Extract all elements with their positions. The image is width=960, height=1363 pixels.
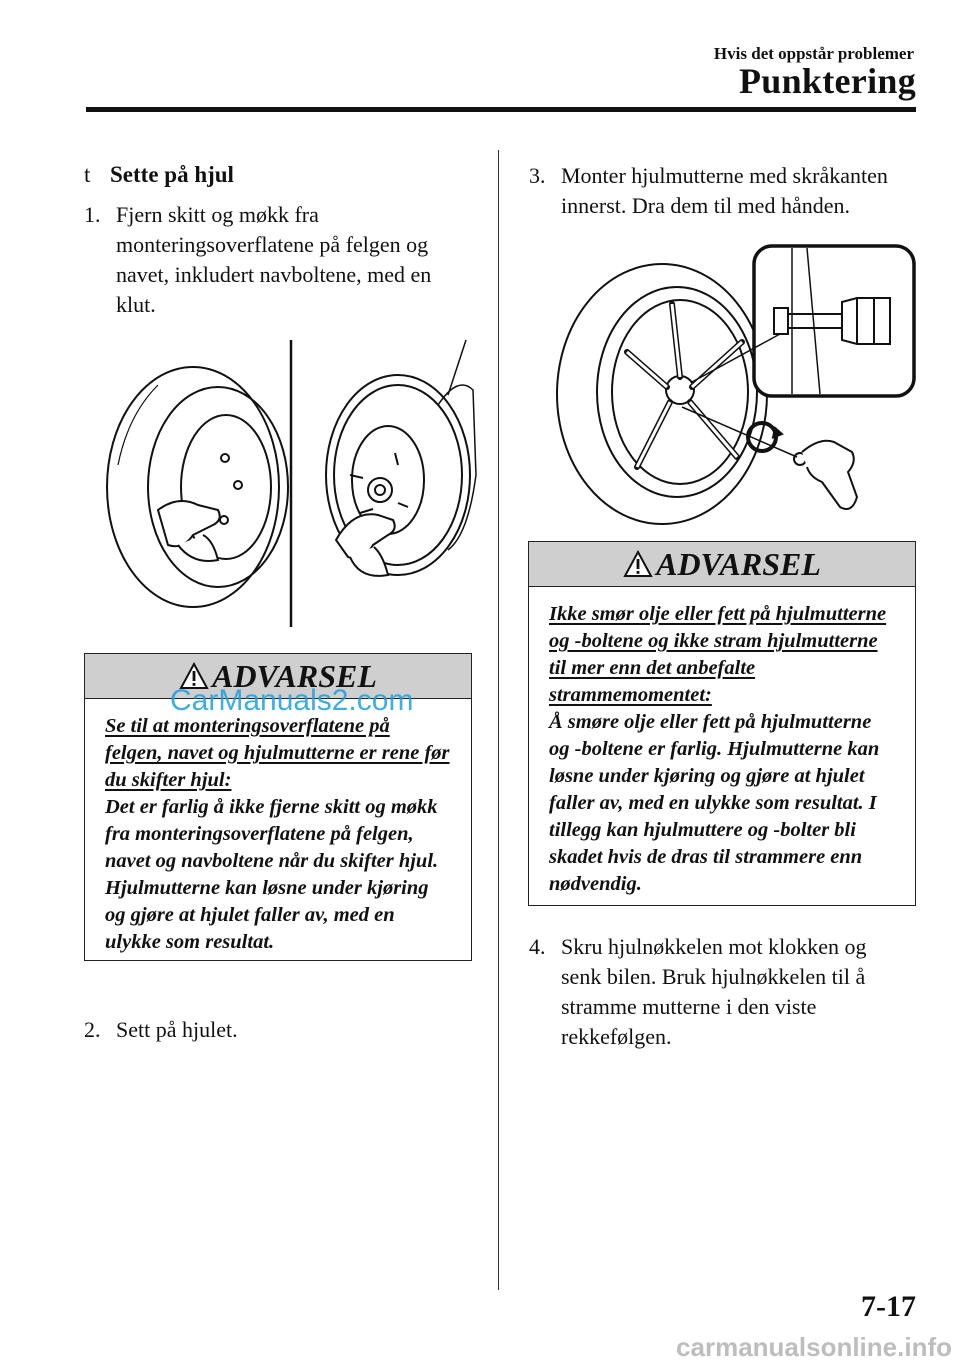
warning-title: ADVARSEL [656,545,821,582]
step-1 [84,200,464,320]
warning-lead: Ikke smør olje eller fett på hjulmutterne og -boltene og ikke stram hjulmutterne til mer enn det anbefalte strammemomentet: [549,603,887,706]
warning-box-lubrication [528,541,916,906]
warning-title: ADVARSEL [212,657,377,694]
column-divider [498,150,499,1290]
step-number: 1. [84,202,101,227]
step-2 [84,1015,464,1045]
section-heading-text: Sette på hjul [110,162,234,187]
warning-lead: Se til at monteringsoverflatene på felgen, navet og hjulmutterne er rene før du skifter hjul: [105,715,450,791]
step-4 [529,932,909,1052]
watermark-url: carmanualsonline.info [676,1332,952,1362]
step-number: 3. [529,163,546,188]
page-title: Punktering [738,61,916,101]
step-number: 4. [529,934,546,959]
warning-text: Å smøre olje eller fett på hjulmutterne og -boltene er farlig. Hjulmutterne kan løsne under kjøring og gjøre at hjulet faller av, med en ulykke som resultat. I tillegg kan hjulmuttere og -bolter bli skadet hvis de dras til strammere enn nødvendig. [549,711,880,895]
warning-body [85,699,471,966]
wheel-nut-illustration [552,242,920,527]
step-text: Skru hjulnøkkelen mot klokken og senk bilen. Bruk hjulnøkkelen til å stramme mutterne i den viste rekkefølgen. [561,934,867,1049]
cleaning-illustration [98,335,480,635]
header-rule [86,107,916,112]
watermark-logo: CarManuals2.com [170,684,414,717]
warning-triangle-icon [623,550,653,578]
step-text: Monter hjulmutterne med skråkanten innerst. Dra dem til med hånden. [561,163,888,218]
step-text: Sett på hjulet. [116,1017,238,1042]
section-bullet: t [84,162,91,187]
warning-text: Det er farlig å ikke fjerne skitt og møkk fra monteringsoverflatene på felgen, navet og navboltene når du skifter hjul. Hjulmutterne kan løsne under kjøring og gjøre at hjulet faller av, med en ulykke som resultat. [105,796,439,953]
page-number: 7-17 [861,1290,916,1323]
header-section-label: Hvis det oppstår problemer [713,44,914,63]
step-text: Fjern skitt og møkk fra monteringsoverflatene på felgen og navet, inkludert navboltene, med en klut. [116,202,432,317]
step-3 [529,161,909,221]
step-number: 2. [84,1017,101,1042]
section-heading [84,162,234,188]
warning-body [529,587,915,908]
warning-header [529,542,915,587]
